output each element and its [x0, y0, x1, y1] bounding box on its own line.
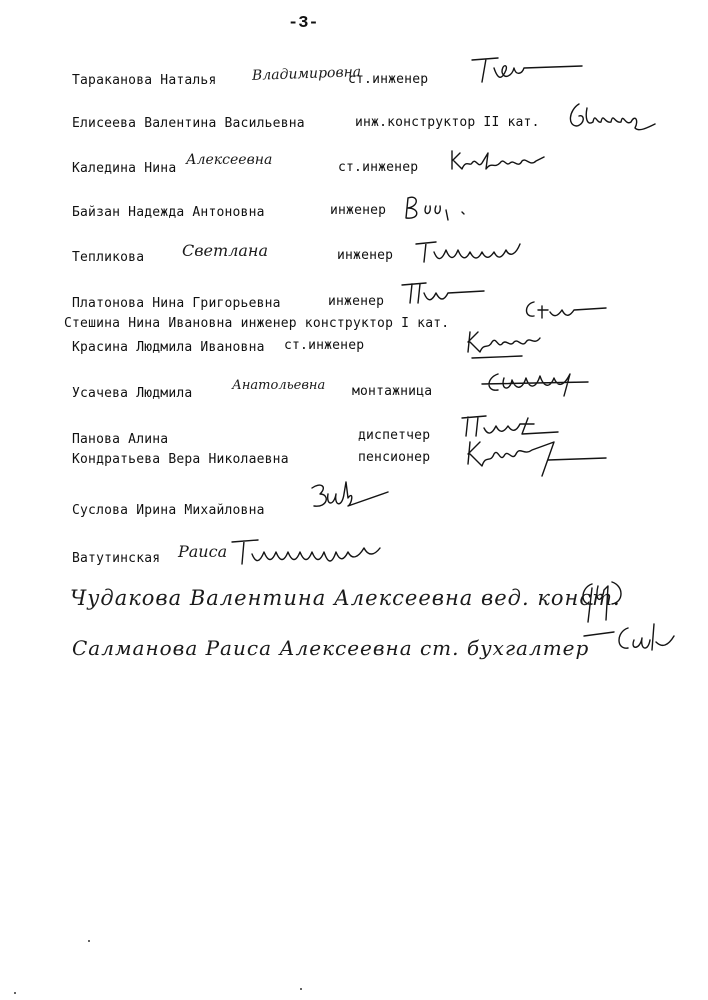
page-number: -3- — [288, 14, 319, 33]
entry-8-typed-name: Красина Людмила Ивановна — [72, 340, 265, 355]
entry-2-typed-name: Елисеева Валентина Васильевна — [72, 116, 305, 131]
entry-14-handwritten-line: Чудакова Валентина Алексеевна вед. конст. — [70, 586, 621, 610]
entry-1-typed-name: Тараканова Наталья — [72, 73, 217, 88]
entry-13-signature — [228, 534, 398, 574]
entry-11-typed-name: Кондратьева Вера Николаевна — [72, 452, 289, 467]
entry-6-signature — [398, 279, 488, 309]
entry-3-role: ст.инженер — [338, 160, 419, 175]
entry-3-signature — [448, 145, 548, 175]
entry-4-signature — [402, 192, 472, 226]
entry-5-handwritten-name: Светлана — [182, 241, 268, 260]
entry-15-handwritten-line: Салманова Раиса Алексеевна ст. бухгалтер — [72, 636, 590, 660]
entry-7-typed-name: Стешина Нина Ивановна инженер конструктор I кат. — [64, 316, 450, 331]
entry-5-role: инженер — [337, 248, 394, 263]
entry-1-role: ст.инженер — [348, 72, 429, 87]
entry-8-signature — [462, 326, 562, 366]
entry-6-role: инженер — [328, 294, 385, 309]
entry-4-typed-name: Байзан Надежда Антоновна — [72, 205, 265, 220]
entry-9-handwritten-patronymic: Анатольевна — [232, 378, 326, 393]
entry-1-signature — [468, 50, 588, 90]
entry-9-role: монтажница — [352, 384, 433, 399]
entry-13-typed-name: Ватутинская — [72, 551, 161, 566]
entry-2-role: инж.конструктор II кат. — [355, 115, 540, 130]
entry-3-handwritten-patronymic: Алексеевна — [186, 152, 273, 168]
entry-1-handwritten-patronymic: Владимировна — [251, 64, 362, 84]
entry-5-signature — [412, 236, 524, 266]
entry-8-role: ст.инженер — [284, 338, 365, 353]
scan-speck — [88, 940, 90, 942]
entry-2-signature — [565, 100, 660, 140]
entry-3-typed-name: Каледина Нина — [72, 161, 177, 176]
entry-9-typed-name: Усачева Людмила — [72, 386, 193, 401]
entry-11-role: пенсионер — [358, 450, 431, 465]
entry-5-typed-name: Тепликова — [72, 250, 145, 265]
entry-13-handwritten-name: Раиса — [178, 542, 228, 561]
entry-4-role: инженер — [330, 203, 387, 218]
entry-11-signature — [462, 436, 612, 486]
entry-7-signature — [522, 294, 612, 324]
entry-12-signature — [306, 478, 396, 522]
entry-15-signature — [614, 618, 694, 662]
entry-10-role: диспетчер — [358, 428, 431, 443]
entry-6-typed-name: Платонова Нина Григорьевна — [72, 296, 281, 311]
entry-12-typed-name: Суслова Ирина Михайловна — [72, 503, 265, 518]
entry-9-signature — [478, 366, 598, 400]
scan-speck — [300, 988, 302, 990]
scan-speck — [14, 992, 16, 994]
entry-10-typed-name: Панова Алина — [72, 432, 169, 447]
